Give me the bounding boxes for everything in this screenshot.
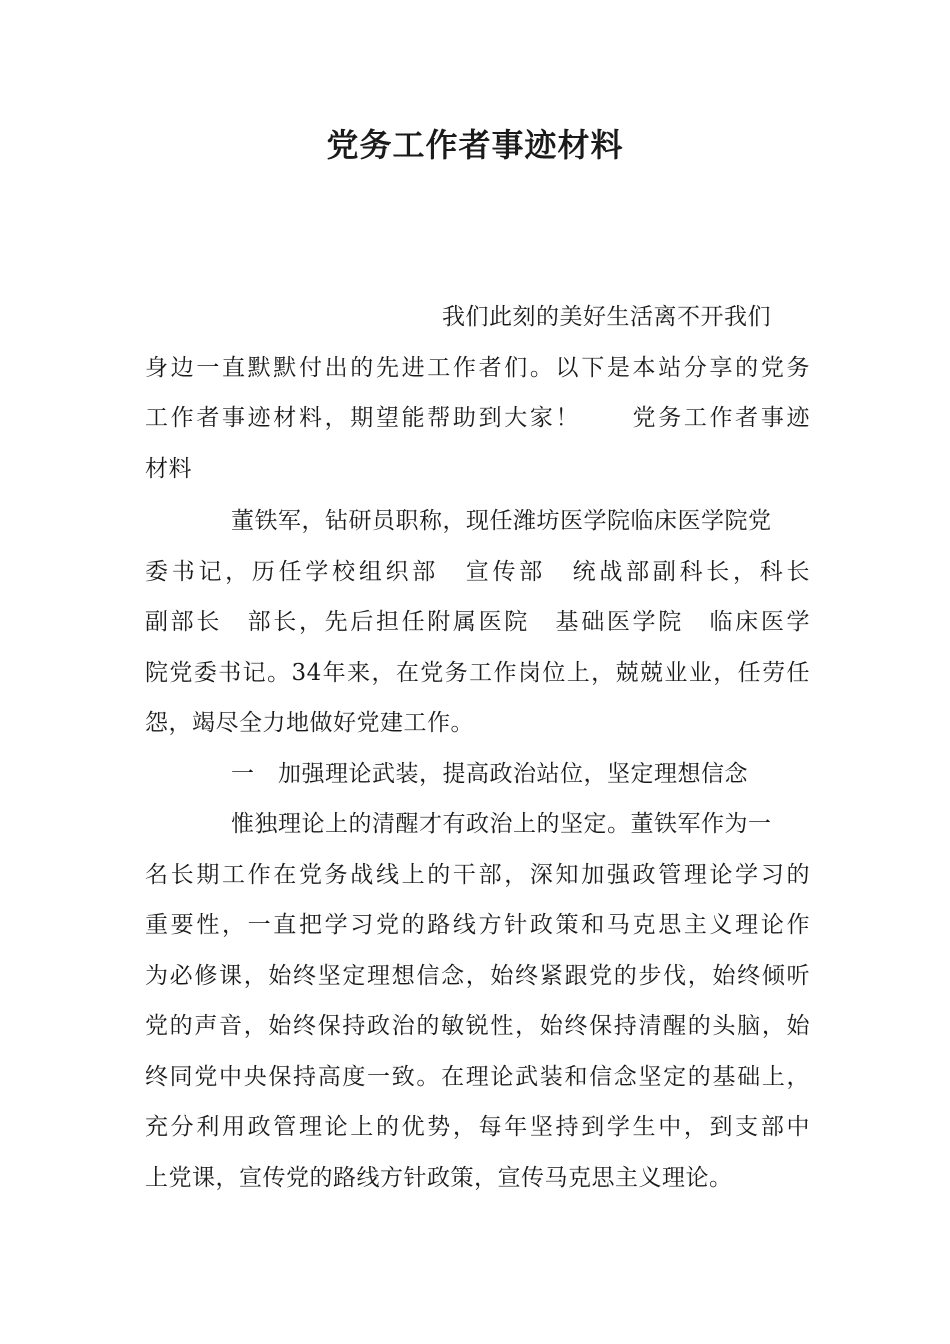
- text-line: 为必修课，始终坚定理想信念，始终紧跟党的步伐，始终倾听: [145, 962, 810, 989]
- document-body: [145, 292, 810, 1203]
- text-line: 上党课，宣传党的路线方针政策，宣传马克思主义理论。: [145, 1164, 733, 1191]
- text-line: 院党委书记。34年来，在党务工作岗位上，兢兢业业，任劳任: [145, 659, 810, 686]
- text-line: 董铁军，钻研员职称，现任潍坊医学院临床医学院党: [231, 508, 772, 534]
- text-line: 委书记，历任学校组织部 宣传部 统战部副科长，科长: [145, 558, 810, 585]
- text-line: 名长期工作在党务战线上的干部，深知加强政管理论学习的: [145, 861, 810, 888]
- text-line: 怨，竭尽全力地做好党建工作。: [145, 710, 474, 736]
- text-line: 充分利用政管理论上的优势，每年坚持到学生中，到支部中: [145, 1114, 810, 1140]
- section-heading: 一 加强理论武装，提高政治站位，坚定理想信念: [231, 760, 748, 787]
- text-line: 工作者事迹材料，期望能帮助到大家！ 党务工作者事迹: [145, 405, 810, 431]
- text-line: 副部长 部长，先后担任附属医院 基础医学院 临床医学: [145, 609, 810, 635]
- text-line: 惟独理论上的清醒才有政治上的坚定。董铁军作为一: [231, 811, 772, 837]
- text-line: 身边一直默默付出的先进工作者们。以下是本站分享的党务: [145, 354, 810, 381]
- text-line: 材料: [145, 455, 192, 482]
- text-line: 党的声音，始终保持政治的敏锐性，始终保持清醒的头脑，始: [145, 1013, 810, 1039]
- document-title: 党务工作者事迹材料: [326, 126, 624, 164]
- text-line: 重要性，一直把学习党的路线方针政策和马克思主义理论作: [145, 912, 810, 938]
- text-line: 终同党中央保持高度一致。在理论武装和信念坚定的基础上，: [145, 1063, 810, 1090]
- text-line: 我们此刻的美好生活离不开我们: [442, 304, 771, 330]
